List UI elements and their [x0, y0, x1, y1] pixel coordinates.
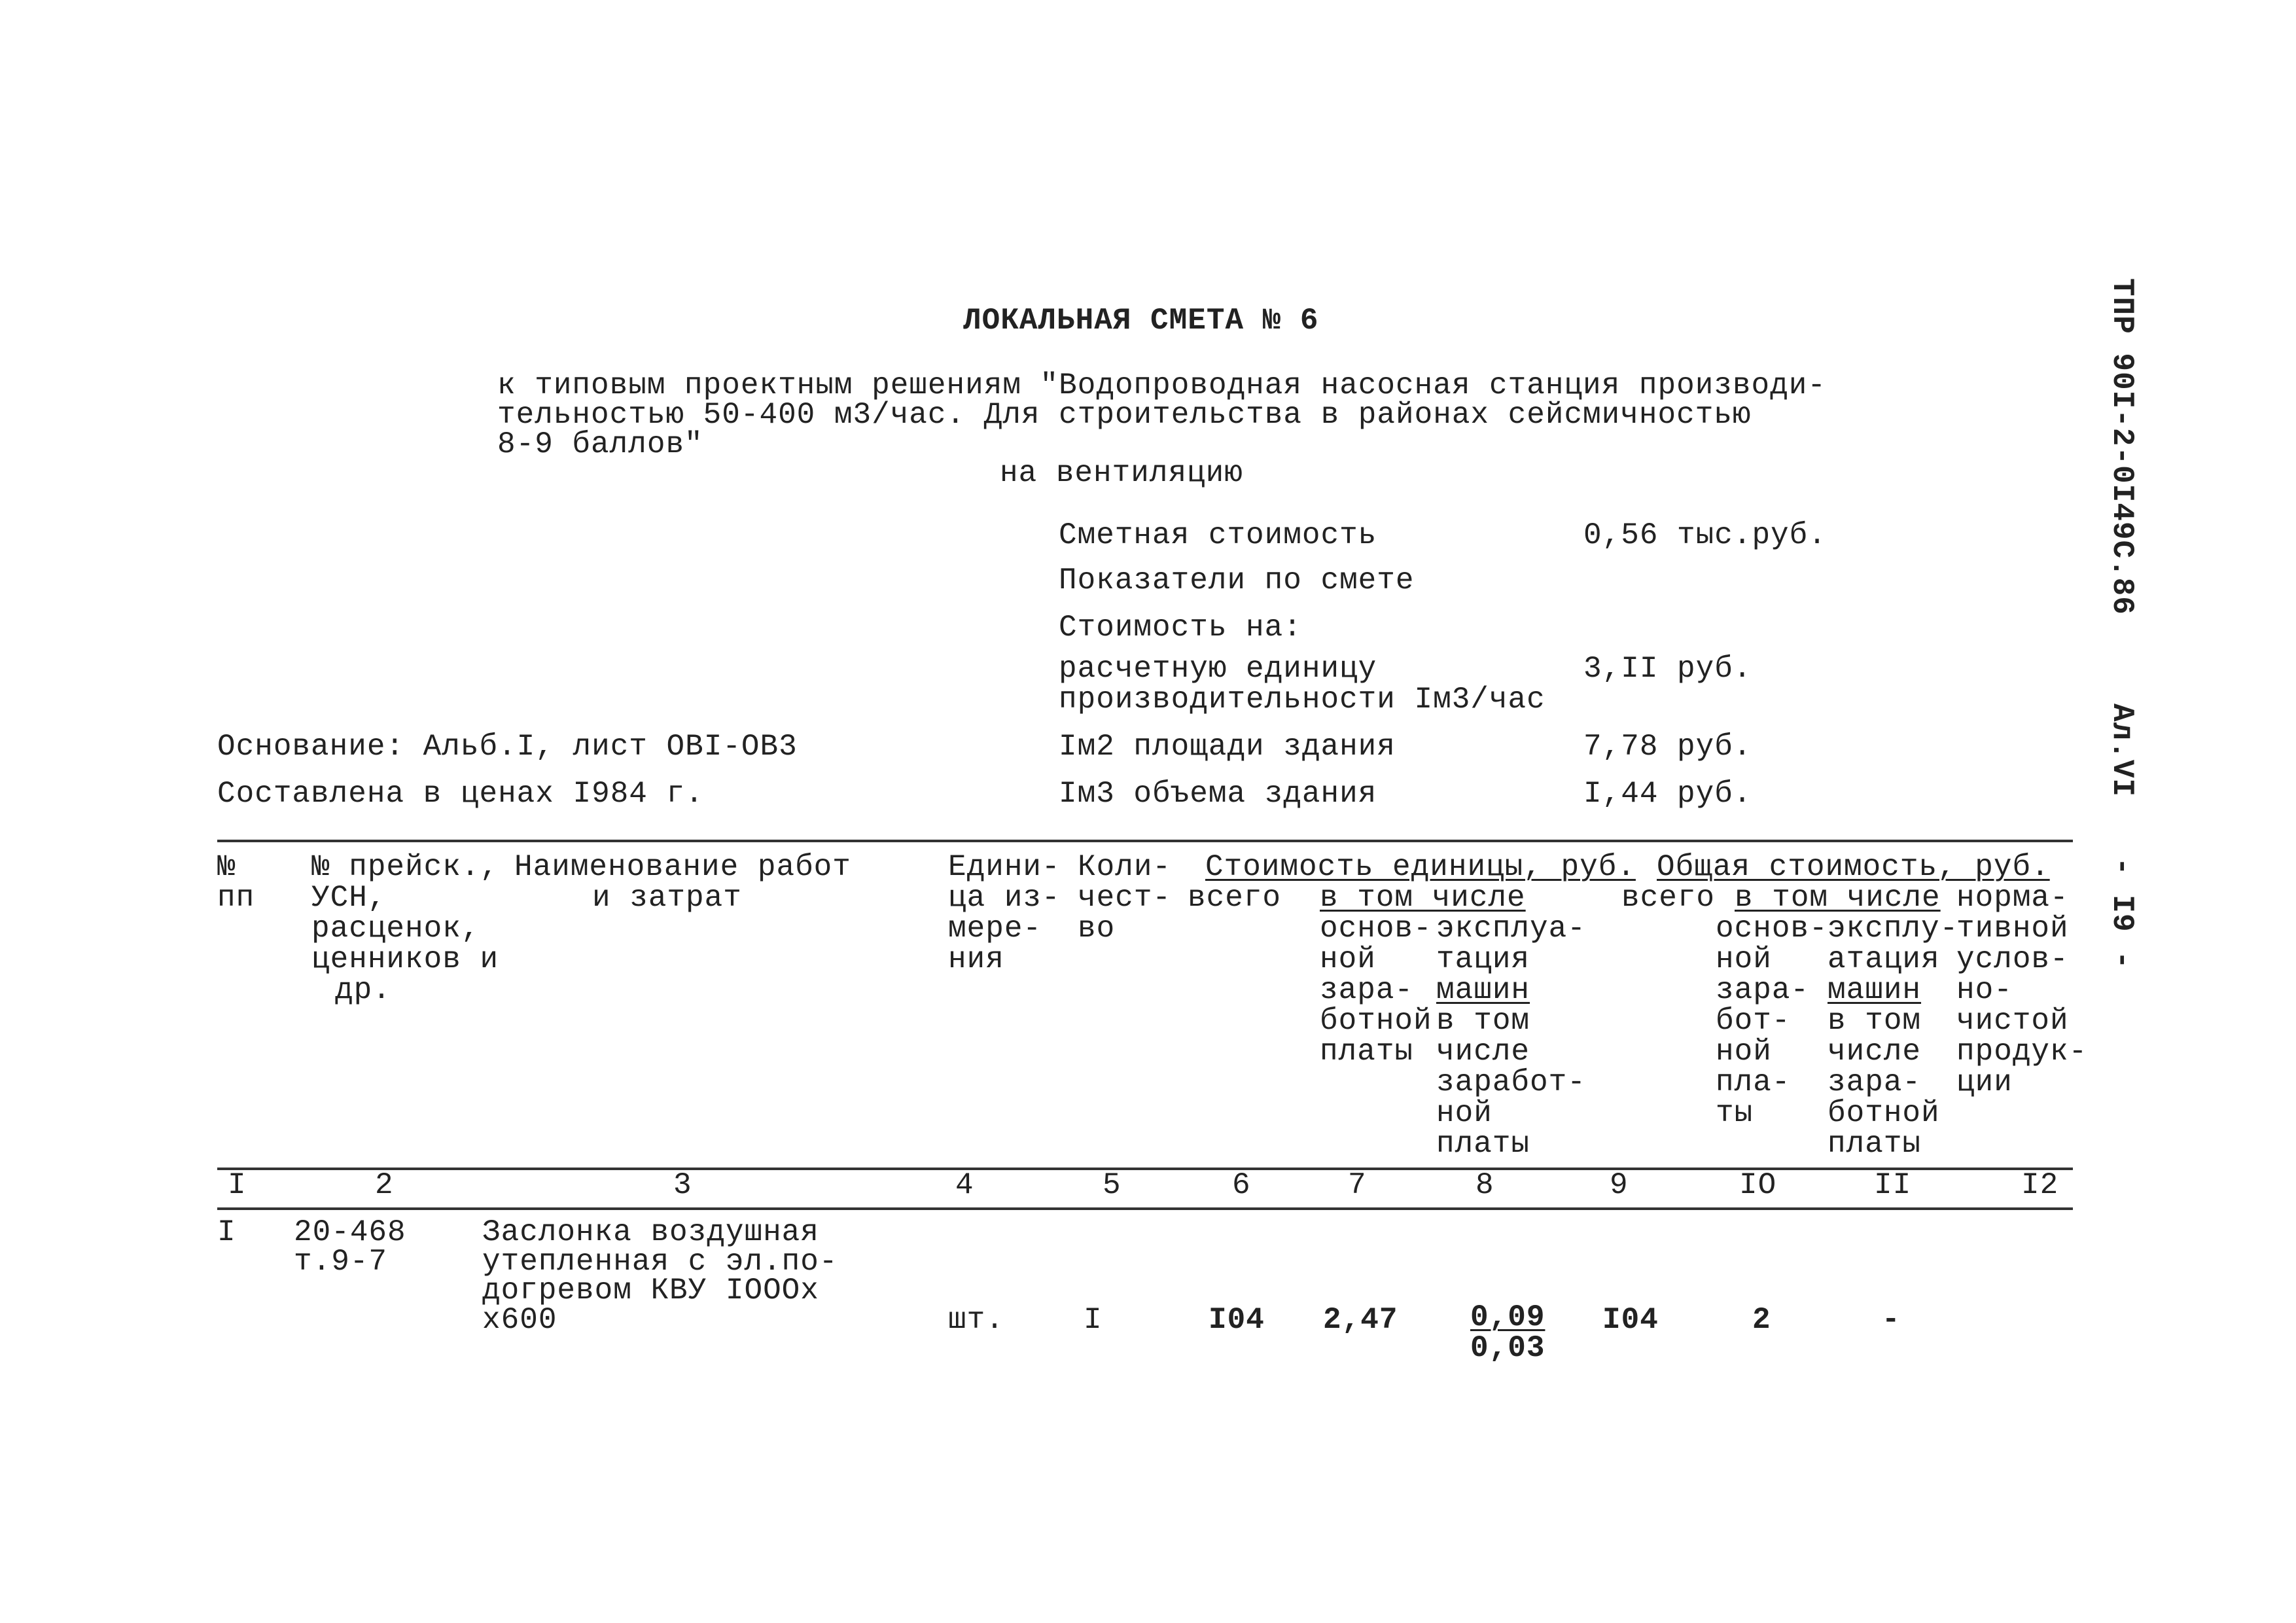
- intro-line-3: 8-9 баллов": [497, 427, 703, 461]
- side-album-number: Ал.VI: [2105, 704, 2139, 798]
- unit-cost-label-line-1: расчетную единицу: [1059, 652, 1377, 686]
- row-total-machine: -: [1882, 1303, 1901, 1337]
- header-total-wage: зара-: [1716, 973, 1810, 1007]
- header-code: № прейск.,: [311, 850, 499, 884]
- header-total-machine-wage: платы: [1828, 1127, 1922, 1161]
- header-total-wage: ты: [1716, 1096, 1754, 1130]
- column-number: IO: [1739, 1168, 1777, 1202]
- header-net-output: продук-: [1956, 1035, 2088, 1069]
- header-total-wage: основ-: [1716, 912, 1828, 946]
- column-number: I2: [2021, 1168, 2059, 1202]
- row-number: I: [217, 1215, 236, 1249]
- row-unit: шт.: [948, 1303, 1004, 1337]
- row-total-wage: 2: [1752, 1303, 1771, 1337]
- header-total-machine-wage: зара-: [1828, 1065, 1922, 1099]
- header-net-output: но-: [1956, 973, 2013, 1007]
- row-code: т.9-7: [294, 1245, 388, 1279]
- column-number: 6: [1232, 1168, 1251, 1202]
- document-title: ЛОКАЛЬНАЯ СМЕТА № 6: [963, 304, 1319, 338]
- header-total-wage: пла-: [1716, 1065, 1791, 1099]
- row-unit-machine-wage: 0,03: [1470, 1331, 1545, 1365]
- header-unit-wage: зара-: [1320, 973, 1414, 1007]
- cost-per-label: Стоимость на:: [1059, 611, 1302, 645]
- header-total-machine: атация: [1828, 942, 1940, 976]
- header-qty: во: [1078, 912, 1116, 946]
- column-number: I: [228, 1168, 247, 1202]
- header-net-output: ции: [1956, 1065, 2013, 1099]
- row-qty: I: [1084, 1303, 1103, 1337]
- header-unit: Едини-: [948, 850, 1061, 884]
- header-unit-machine: тация: [1436, 942, 1530, 976]
- estimated-cost-label: Сметная стоимость: [1059, 518, 1377, 552]
- header-total-machine-wage: числе: [1828, 1035, 1922, 1069]
- table-header-bottom-rule: [217, 1168, 2073, 1170]
- header-num: №: [217, 850, 236, 884]
- estimate-subject: на вентиляцию: [1000, 456, 1243, 490]
- header-code: УСН,: [311, 881, 387, 915]
- header-total-cost-group: Общая стоимость, руб.: [1657, 850, 2050, 884]
- header-code: расценок,: [311, 912, 480, 946]
- column-number: 9: [1610, 1168, 1629, 1202]
- header-total-wage: ной: [1716, 1035, 1772, 1069]
- area-cost-label: Iм2 площади здания: [1059, 730, 1396, 764]
- header-total-including: в том числе: [1735, 881, 1941, 915]
- volume-cost-label: Iм3 объема здания: [1059, 777, 1377, 811]
- header-unit: ния: [948, 942, 1004, 976]
- row-total-total: I04: [1602, 1303, 1659, 1337]
- unit-cost-value: 3,II руб.: [1583, 652, 1752, 686]
- header-code: ценников и: [311, 942, 499, 976]
- header-unit-wage: ной: [1320, 942, 1376, 976]
- header-name: и затрат: [592, 881, 742, 915]
- table-top-rule: [217, 840, 2073, 842]
- column-number: 8: [1475, 1168, 1494, 1202]
- header-unit-wage: платы: [1320, 1035, 1414, 1069]
- row-name: х600: [482, 1303, 557, 1337]
- header-total-machine: эксплу-: [1828, 912, 1959, 946]
- intro-line-1: к типовым проектным решениям "Водопроводная насосная станция производи-: [497, 368, 1826, 402]
- row-code: 20-468: [294, 1215, 406, 1249]
- header-unit-machine-wage: в том: [1436, 1004, 1530, 1038]
- header-total-machine: машин: [1828, 973, 1922, 1007]
- column-number: II: [1874, 1168, 1912, 1202]
- header-unit: мере-: [948, 912, 1042, 946]
- header-unit-machine-wage: заработ-: [1436, 1065, 1586, 1099]
- column-number: 7: [1348, 1168, 1367, 1202]
- prices-year-line: Составлена в ценах I984 г.: [217, 777, 704, 811]
- header-unit-wage: ботной: [1320, 1004, 1432, 1038]
- header-total-machine-wage: ботной: [1828, 1096, 1940, 1130]
- row-name: утепленная с эл.по-: [482, 1245, 838, 1279]
- indicators-label: Показатели по смете: [1059, 563, 1415, 597]
- header-net-output: услов-: [1956, 942, 2069, 976]
- header-unit-machine-wage: ной: [1436, 1096, 1492, 1130]
- column-number: 2: [375, 1168, 394, 1202]
- column-numbers-bottom-rule: [217, 1207, 2073, 1210]
- row-name: Заслонка воздушная: [482, 1215, 819, 1249]
- intro-line-2: тельностью 50-400 м3/час. Для строительства в районах сейсмичностью: [497, 398, 1752, 432]
- column-number: 5: [1103, 1168, 1122, 1202]
- side-document-code: ТПР 90I-2-0I49С.86: [2105, 278, 2139, 615]
- column-number: 3: [673, 1168, 692, 1202]
- unit-cost-label-line-2: производительности Iм3/час: [1059, 683, 1545, 717]
- header-unit-including: в том числе: [1320, 881, 1526, 915]
- header-code: др.: [335, 973, 391, 1007]
- basis-line: Основание: Альб.I, лист ОВI-ОВ3: [217, 730, 798, 764]
- header-total-wage: бот-: [1716, 1004, 1791, 1038]
- column-number: 4: [955, 1168, 974, 1202]
- header-unit-machine: эксплуа-: [1436, 912, 1586, 946]
- area-cost-value: 7,78 руб.: [1583, 730, 1752, 764]
- header-unit-total: всего: [1188, 881, 1282, 915]
- side-page-number: - I9 -: [2105, 857, 2139, 970]
- header-unit-machine-wage: платы: [1436, 1127, 1530, 1161]
- row-unit-total: I04: [1209, 1303, 1265, 1337]
- header-total-machine-wage: в том: [1828, 1004, 1922, 1038]
- header-net-output: тивной: [1956, 912, 2069, 946]
- row-unit-wage: 2,47: [1323, 1303, 1398, 1337]
- row-unit-machine: 0,09: [1470, 1300, 1545, 1334]
- header-unit-machine-wage: числе: [1436, 1035, 1530, 1069]
- header-total-wage: ной: [1716, 942, 1772, 976]
- header-qty: Коли-: [1078, 850, 1172, 884]
- header-net-output: норма-: [1956, 881, 2069, 915]
- header-unit: ца из-: [948, 881, 1061, 915]
- volume-cost-value: I,44 руб.: [1583, 777, 1752, 811]
- header-total-total: всего: [1621, 881, 1716, 915]
- header-unit-machine: машин: [1436, 973, 1530, 1007]
- header-num: пп: [217, 881, 255, 915]
- header-unit-cost-group: Стоимость единицы, руб.: [1205, 850, 1636, 884]
- estimated-cost-value: 0,56 тыс.руб.: [1583, 518, 1827, 552]
- header-name: Наименование работ: [514, 850, 851, 884]
- header-qty: чест-: [1078, 881, 1172, 915]
- header-net-output: чистой: [1956, 1004, 2069, 1038]
- row-name: догревом КВУ IOOOх: [482, 1274, 819, 1308]
- header-unit-wage: основ-: [1320, 912, 1432, 946]
